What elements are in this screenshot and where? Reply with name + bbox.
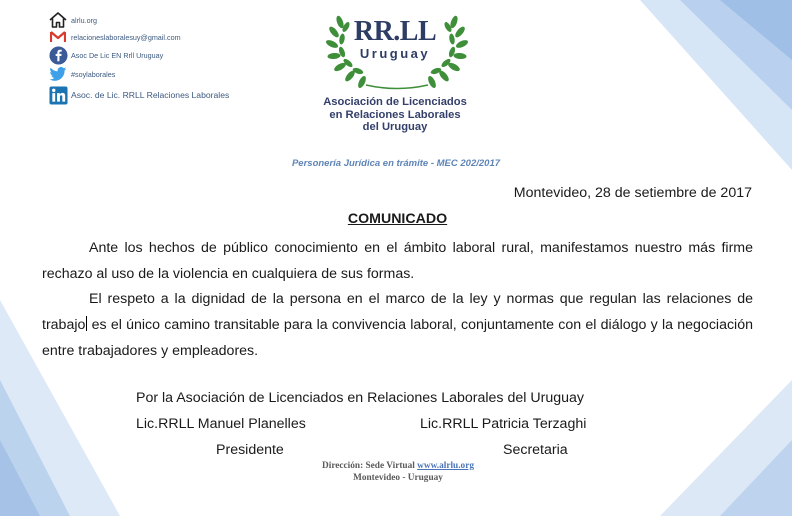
association-logo: [322, 12, 472, 140]
logo-association-name: [322, 96, 468, 134]
footer-link[interactable]: www.alrlu.org: [417, 461, 474, 471]
date-line: Montevideo, 28 de setiembre de 2017: [513, 185, 752, 201]
footer-city: Montevideo - Uruguay: [353, 473, 443, 483]
paragraph-2-end: es el único camino transitable para la convivencia laboral, conjuntamente con el diálogo y la negociación entre trabajadores y empleadores.: [42, 317, 753, 359]
gmail-icon: [48, 27, 68, 47]
logo-country: Uruguay: [359, 46, 431, 61]
contact-linkedin[interactable]: [48, 85, 229, 105]
linkedin-icon: [48, 85, 68, 105]
logo-assoc-line3: del Uruguay: [362, 121, 428, 133]
logo-assoc-line2: en Relaciones Laborales: [329, 108, 461, 121]
paragraph-1: Ante los hechos de público conocimiento en el ámbito laboral rural, manifestamos nuestro más firme rechazo al uso de la violencia en cualquiera de sus formas.: [42, 240, 753, 282]
paragraph-2: [42, 287, 753, 364]
contact-twitter[interactable]: [48, 64, 115, 84]
twitter-icon: [48, 64, 68, 84]
linkedin-text: Asoc. de Lic. RRLL Relaciones Laborales: [71, 90, 230, 100]
document-body[interactable]: [42, 236, 753, 365]
twitter-text: #soylaborales: [71, 69, 116, 79]
paragraph-2-start: El respeto a la dignidad de la persona en el marco de la ley y normas que regulan las relaciones de trabajo: [42, 291, 753, 334]
signatory-1-name: Lic.RRLL Manuel Planelles: [136, 416, 306, 432]
contact-email[interactable]: [48, 27, 181, 47]
logo-assoc-line1: Asociación de Licenciados: [323, 96, 467, 108]
email-text: relacioneslaboralesuy@gmail.com: [71, 32, 181, 42]
signatory-1-role: Presidente: [216, 442, 284, 458]
footer-address: [0, 460, 792, 472]
legal-status-note: Personería Jurídica en trámite - MEC 202/2017: [291, 158, 501, 169]
footer: [0, 460, 792, 484]
signatory-2-name: Lic.RRLL Patricia Terzaghi: [420, 416, 587, 432]
signatory-2-role: Secretaria: [503, 442, 568, 458]
footer-label: Dirección: Sede Virtual: [322, 461, 415, 471]
facebook-icon: [48, 45, 68, 65]
website-text: alrlu.org: [71, 15, 97, 25]
logo-title: RR.LL: [353, 16, 437, 47]
signature-organization: Por la Asociación de Licenciados en Relaciones Laborales del Uruguay: [136, 390, 584, 406]
contact-facebook[interactable]: [48, 45, 163, 65]
document-heading: COMUNICADO: [347, 211, 448, 227]
facebook-text: Asoc De Lic EN Rrll Uruguay: [71, 50, 164, 60]
